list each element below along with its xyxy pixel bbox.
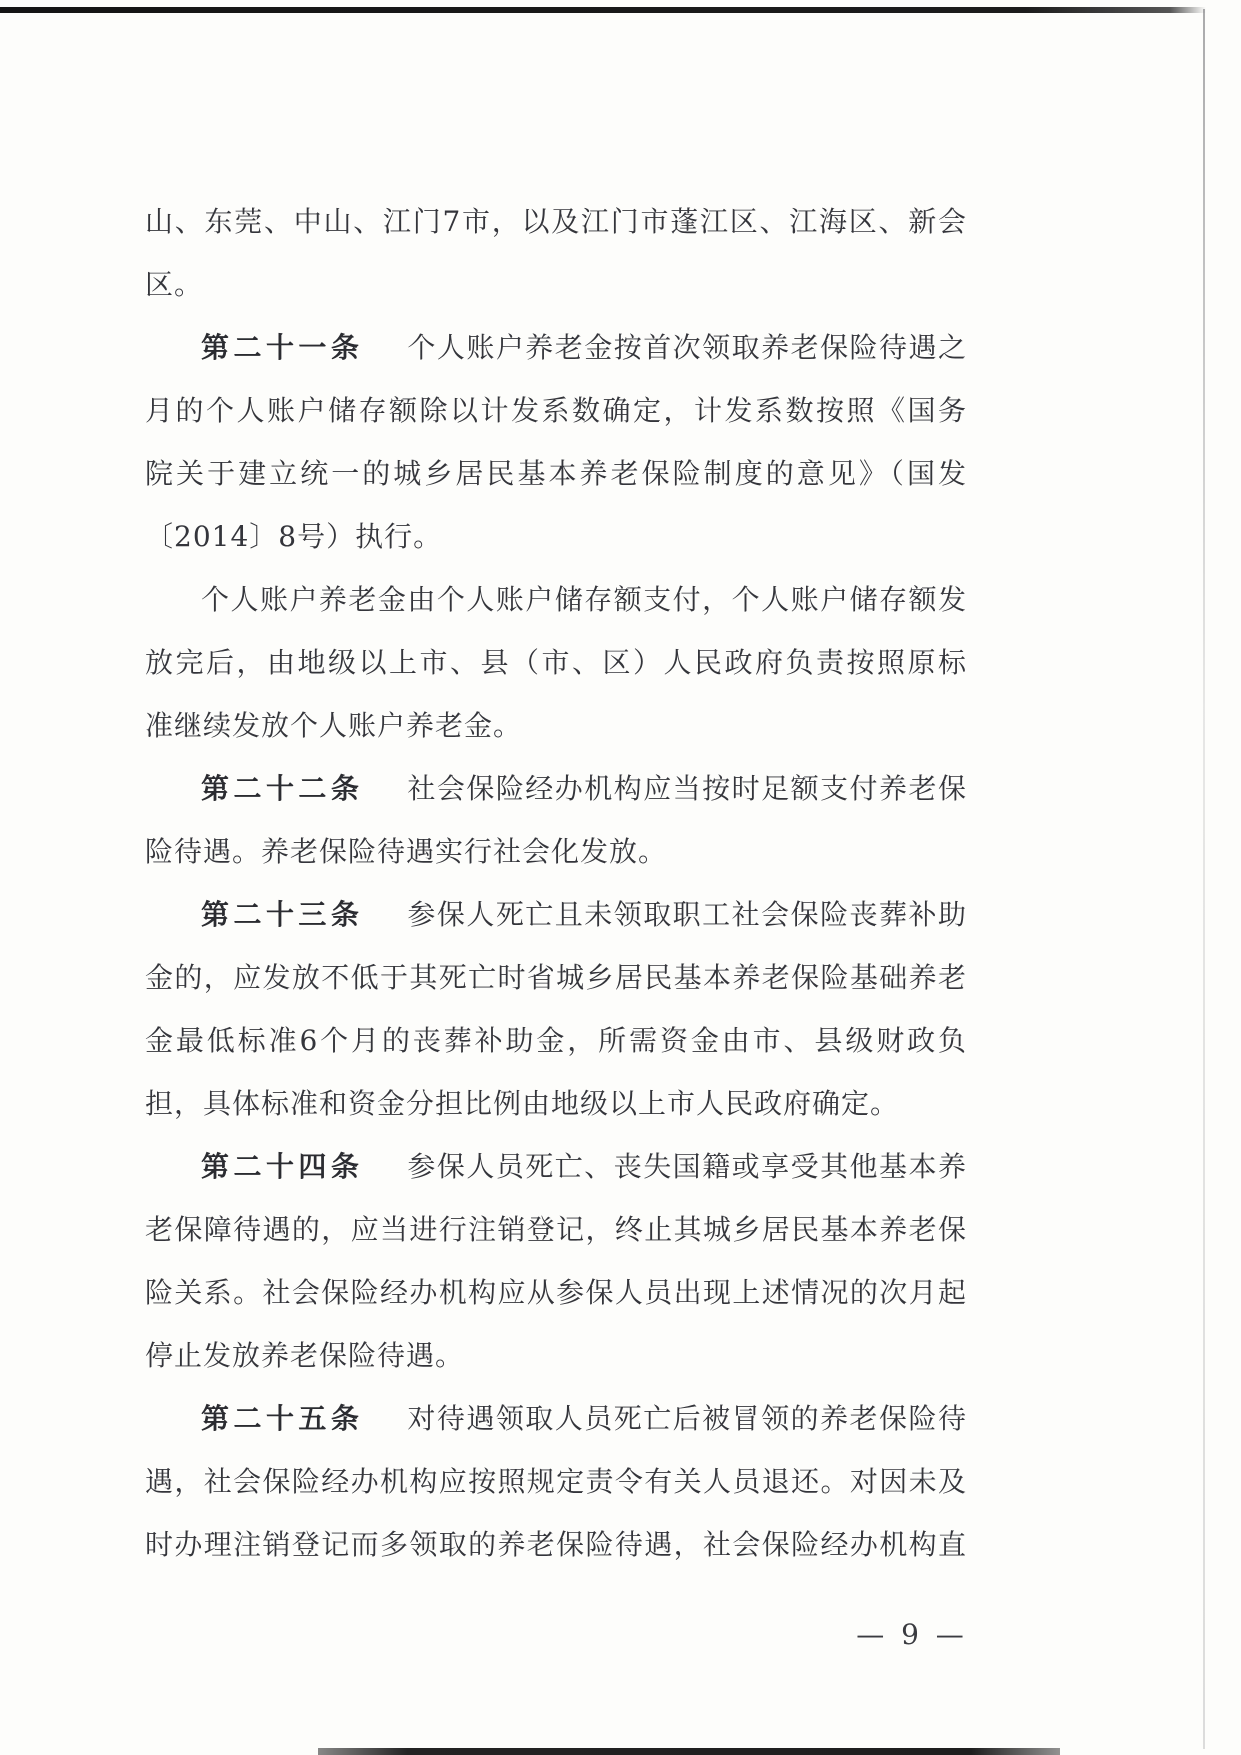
line-text: 区。 bbox=[145, 268, 204, 301]
text-line bbox=[145, 1072, 967, 1135]
text-line bbox=[145, 631, 967, 694]
line-text: 参保人员死亡、丧失国籍或享受其他基本养 bbox=[407, 1150, 967, 1183]
line-text: 担，具体标准和资金分担比例由地级以上市人民政府确定。 bbox=[145, 1087, 900, 1120]
line-text: 金最低标准6个月的丧葬补助金，所需资金由市、县级财政负 bbox=[145, 1024, 967, 1057]
text-line bbox=[145, 1513, 967, 1576]
article-number: 第二十二条 bbox=[201, 772, 364, 805]
text-line bbox=[145, 694, 967, 757]
text-line bbox=[145, 568, 967, 631]
text-line bbox=[145, 946, 967, 1009]
text-line bbox=[145, 505, 967, 568]
line-text: 险关系。社会保险经办机构应从参保人员出现上述情况的次月起 bbox=[145, 1276, 967, 1309]
line-text: 金的，应发放不低于其死亡时省城乡居民基本养老保险基础养老 bbox=[145, 961, 967, 994]
line-text: 参保人死亡且未领取职工社会保险丧葬补助 bbox=[407, 898, 967, 931]
text-line bbox=[145, 1261, 967, 1324]
text-line bbox=[145, 1324, 967, 1387]
line-text: 放完后，由地级以上市、县（市、区）人民政府负责按照原标 bbox=[145, 646, 967, 679]
line-text: 时办理注销登记而多领取的养老保险待遇，社会保险经办机构直 bbox=[145, 1528, 967, 1561]
line-text: 〔2014〕8号）执行。 bbox=[145, 520, 443, 553]
line-text: 个人账户养老金按首次领取养老保险待遇之 bbox=[407, 331, 967, 364]
text-line bbox=[145, 316, 967, 379]
article-number: 第二十一条 bbox=[201, 331, 364, 364]
document-body bbox=[145, 190, 967, 1576]
page-number: — 9 — bbox=[856, 1618, 968, 1651]
text-line bbox=[145, 442, 967, 505]
article-number: 第二十四条 bbox=[201, 1150, 364, 1183]
article-number: 第二十三条 bbox=[201, 898, 364, 931]
line-text: 山、东莞、中山、江门7市，以及江门市蓬江区、江海区、新会 bbox=[145, 205, 967, 238]
line-text: 社会保险经办机构应当按时足额支付养老保 bbox=[407, 772, 967, 805]
line-text: 老保障待遇的，应当进行注销登记，终止其城乡居民基本养老保 bbox=[145, 1213, 967, 1246]
scan-edge-top-artifact bbox=[0, 7, 1206, 13]
text-line bbox=[145, 757, 967, 820]
text-line bbox=[145, 1009, 967, 1072]
line-text: 险待遇。养老保险待遇实行社会化发放。 bbox=[145, 835, 668, 868]
line-text: 对待遇领取人员死亡后被冒领的养老保险待 bbox=[407, 1402, 967, 1435]
text-line bbox=[145, 1135, 967, 1198]
article-number: 第二十五条 bbox=[201, 1402, 364, 1435]
line-text: 准继续发放个人账户养老金。 bbox=[145, 709, 523, 742]
text-line bbox=[145, 1450, 967, 1513]
text-line bbox=[145, 190, 967, 253]
line-text: 停止发放养老保险待遇。 bbox=[145, 1339, 465, 1372]
line-text: 月的个人账户储存额除以计发系数确定，计发系数按照《国务 bbox=[145, 394, 967, 427]
text-line bbox=[145, 379, 967, 442]
scan-edge-bottom-artifact bbox=[318, 1748, 1060, 1755]
text-line bbox=[145, 883, 967, 946]
text-line bbox=[145, 253, 967, 316]
text-line bbox=[145, 820, 967, 883]
scan-edge-right-artifact bbox=[1203, 9, 1205, 1749]
text-line bbox=[145, 1387, 967, 1450]
text-line bbox=[145, 1198, 967, 1261]
line-text: 遇，社会保险经办机构应按照规定责令有关人员退还。对因未及 bbox=[145, 1465, 967, 1498]
line-text: 个人账户养老金由个人账户储存额支付，个人账户储存额发 bbox=[201, 583, 967, 616]
line-text: 院关于建立统一的城乡居民基本养老保险制度的意见》（国发 bbox=[145, 457, 967, 490]
